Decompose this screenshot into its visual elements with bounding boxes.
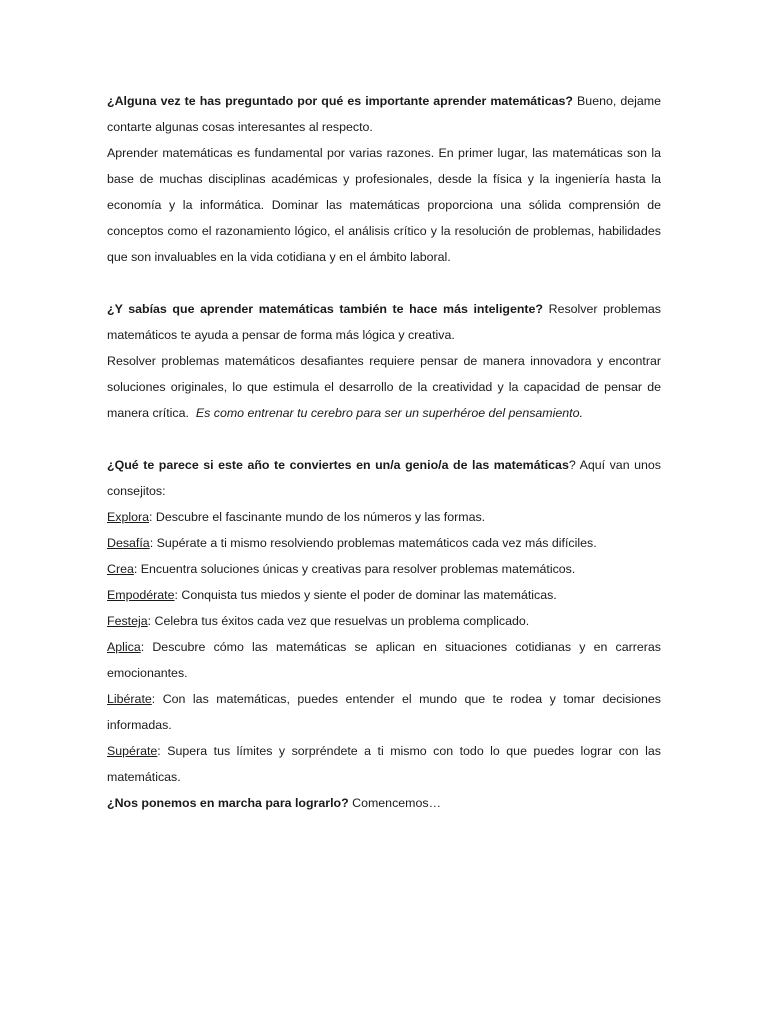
tip-term: Desafía <box>107 536 150 550</box>
tip-term: Aplica <box>107 640 141 654</box>
tip-item-desafia <box>107 530 661 556</box>
tip-text: : Supera tus límites y sorpréndete a ti mismo con todo lo que puedes lograr con las matemáticas. <box>107 744 661 784</box>
tip-term: Supérate <box>107 744 158 758</box>
section3-question: ¿Qué te parece si este año te conviertes en un/a genio/a de las matemáticas <box>107 458 569 472</box>
tip-item-festeja <box>107 608 661 634</box>
section1-question: ¿Alguna vez te has preguntado por qué es importante aprender matemáticas? <box>107 94 573 108</box>
section1-intro: Bueno, dejame contarte algunas cosas interesantes al respecto. <box>107 94 662 134</box>
document-body <box>107 88 661 816</box>
tip-item-explora <box>107 504 661 530</box>
tip-term: Libérate <box>107 692 152 706</box>
tip-term: Crea <box>107 562 134 576</box>
tip-text: : Conquista tus miedos y siente el poder de dominar las matemáticas. <box>174 588 557 602</box>
tip-text: : Encuentra soluciones únicas y creativas para resolver problemas matemáticos. <box>133 562 576 576</box>
section2-question: ¿Y sabías que aprender matemáticas también te hace más inteligente? <box>107 302 543 316</box>
tip-text: : Descubre cómo las matemáticas se aplican en situaciones cotidianas y en carreras emocionantes. <box>107 640 661 680</box>
paragraph-gap <box>107 426 661 452</box>
section2-body: Resolver problemas matemáticos desafiantes requiere pensar de manera innovadora y encontrar soluciones originales, lo que estimula el desarrollo de la creatividad y la capacidad de pensar de manera crítica. <box>107 354 661 420</box>
tip-item-superate <box>107 738 661 790</box>
tip-term: Empodérate <box>107 588 175 602</box>
tip-text: : Con las matemáticas, puedes entender el mundo que te rodea y tomar decisiones informadas. <box>107 692 661 732</box>
tip-text: : Supérate a ti mismo resolviendo problemas matemáticos cada vez más difíciles. <box>149 536 597 550</box>
paragraph-gap <box>107 270 661 296</box>
closing-text: Comencemos… <box>348 796 441 810</box>
section1-intro-paragraph <box>107 88 661 140</box>
section1-body: Aprender matemáticas es fundamental por varias razones. En primer lugar, las matemáticas son la base de muchas disciplinas académicas y profesionales, desde la física y la ingeniería hasta la economía y la informática. Dominar las matemáticas proporciona una sólida comprensión de conceptos como el razonamiento lógico, el análisis crítico y la resolución de problemas, habilidades que son invaluables en la vida cotidiana y en el ámbito laboral. <box>107 146 661 264</box>
section2-intro: Resolver problemas matemáticos te ayuda a pensar de forma más lógica y creativa. <box>107 302 661 342</box>
section2-intro-paragraph <box>107 296 661 348</box>
tip-text: : Celebra tus éxitos cada vez que resuelvas un problema complicado. <box>147 614 530 628</box>
tip-item-crea <box>107 556 661 582</box>
tip-term: Festeja <box>107 614 148 628</box>
section3-intro-paragraph <box>107 452 661 504</box>
tip-term: Explora <box>107 510 150 524</box>
section2-italic-note: Es como entrenar tu cerebro para ser un superhéroe del pensamiento. <box>195 406 583 420</box>
tip-item-aplica <box>107 634 661 686</box>
closing-paragraph <box>107 790 661 816</box>
section2-body-paragraph <box>107 348 661 426</box>
tip-text: : Descubre el fascinante mundo de los números y las formas. <box>149 510 486 524</box>
closing-question: ¿Nos ponemos en marcha para lograrlo? <box>107 796 349 810</box>
tip-item-liberate <box>107 686 661 738</box>
section3-intro: ? Aquí van unos consejitos: <box>107 458 661 498</box>
tip-item-empoderate <box>107 582 661 608</box>
